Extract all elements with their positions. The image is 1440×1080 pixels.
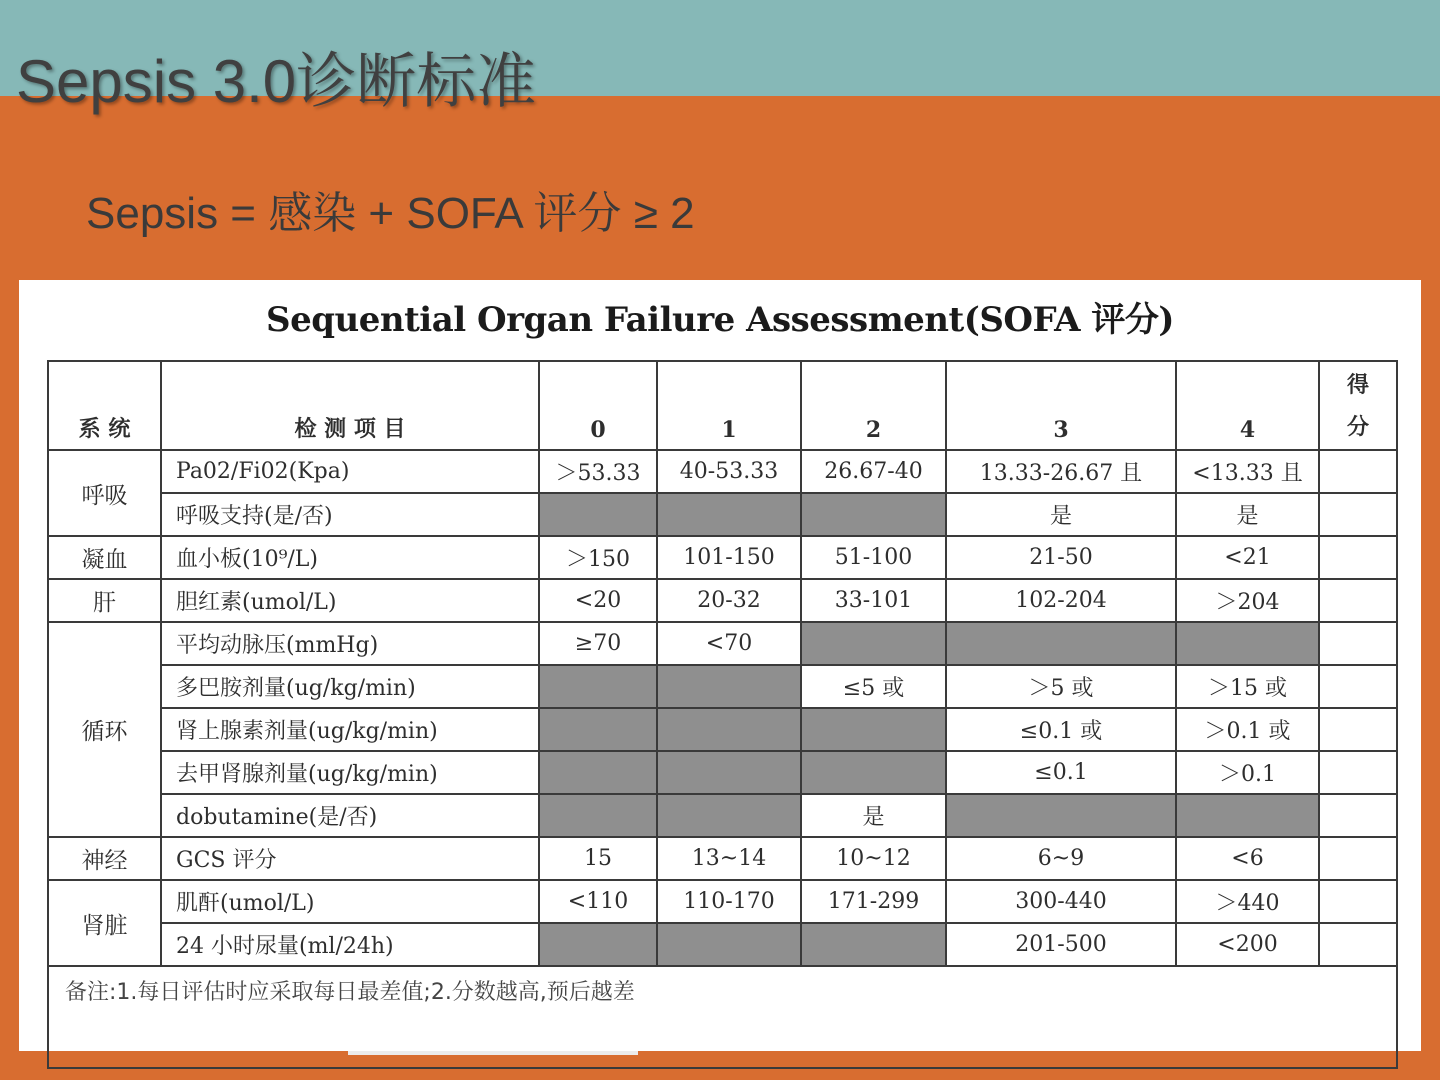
shaded-cell [801, 622, 946, 665]
score-4-cell: ＞440 [1176, 880, 1319, 923]
shaded-cell [1176, 794, 1319, 837]
score-1-cell: 13~14 [657, 837, 801, 880]
table-row [48, 880, 1397, 923]
score-4-cell: <13.33 且 [1176, 450, 1319, 493]
score-entry-cell [1319, 665, 1397, 708]
shaded-cell [657, 708, 801, 751]
header-score-3: 3 [946, 361, 1176, 450]
score-entry-cell [1319, 450, 1397, 493]
score-entry-cell [1319, 880, 1397, 923]
score-1-cell: <70 [657, 622, 801, 665]
item-cell: 肾上腺素剂量(ug/kg/min) [161, 708, 539, 751]
shaded-cell [539, 751, 657, 794]
score-2-cell: 是 [801, 794, 946, 837]
item-cell: 去甲肾腺剂量(ug/kg/min) [161, 751, 539, 794]
score-2-cell: 33-101 [801, 579, 946, 622]
item-cell: 肌酐(umol/L) [161, 880, 539, 923]
score-entry-cell [1319, 837, 1397, 880]
shaded-cell [946, 622, 1176, 665]
score-3-cell: 21-50 [946, 536, 1176, 579]
score-entry-cell [1319, 622, 1397, 665]
score-4-cell: <6 [1176, 837, 1319, 880]
score-entry-cell [1319, 794, 1397, 837]
table-row [48, 450, 1397, 493]
score-0-cell: <110 [539, 880, 657, 923]
table-body [48, 450, 1397, 966]
shaded-cell [801, 493, 946, 536]
shaded-cell [946, 794, 1176, 837]
table-row [48, 579, 1397, 622]
system-cell: 肾脏 [48, 880, 161, 966]
system-cell: 神经 [48, 837, 161, 880]
shaded-cell [539, 708, 657, 751]
score-3-cell: 13.33-26.67 且 [946, 450, 1176, 493]
header-score-column [1319, 361, 1397, 450]
table-row [48, 665, 1397, 708]
system-cell: 肝 [48, 579, 161, 622]
bottom-divider [348, 1051, 638, 1055]
sepsis-formula: Sepsis = 感染 + SOFA 评分 ≥ 2 [86, 189, 695, 238]
item-cell: 呼吸支持(是/否) [161, 493, 539, 536]
score-3-cell: 201-500 [946, 923, 1176, 966]
score-3-cell: ≤0.1 [946, 751, 1176, 794]
table-row [48, 837, 1397, 880]
score-4-cell: <21 [1176, 536, 1319, 579]
score-0-cell: <20 [539, 579, 657, 622]
item-cell: GCS 评分 [161, 837, 539, 880]
header-score-0: 0 [539, 361, 657, 450]
score-4-cell: ＞15 或 [1176, 665, 1319, 708]
score-0-cell: ＞150 [539, 536, 657, 579]
score-2-cell: 10~12 [801, 837, 946, 880]
score-3-cell: ＞5 或 [946, 665, 1176, 708]
shaded-cell [1176, 622, 1319, 665]
score-1-cell: 101-150 [657, 536, 801, 579]
score-3-cell: ≤0.1 或 [946, 708, 1176, 751]
shaded-cell [657, 794, 801, 837]
header-score-2: 2 [801, 361, 946, 450]
score-2-cell: 171-299 [801, 880, 946, 923]
note-row [48, 966, 1397, 1068]
score-4-cell: ＞204 [1176, 579, 1319, 622]
table-row [48, 923, 1397, 966]
table-row [48, 493, 1397, 536]
score-3-cell: 102-204 [946, 579, 1176, 622]
item-cell: 胆红素(umol/L) [161, 579, 539, 622]
system-cell: 凝血 [48, 536, 161, 579]
score-1-cell: 110-170 [657, 880, 801, 923]
score-4-cell: 是 [1176, 493, 1319, 536]
shaded-cell [657, 923, 801, 966]
table-row [48, 708, 1397, 751]
score-entry-cell [1319, 708, 1397, 751]
shaded-cell [657, 665, 801, 708]
shaded-cell [539, 665, 657, 708]
header-score-4: 4 [1176, 361, 1319, 450]
score-2-cell: 26.67-40 [801, 450, 946, 493]
item-cell: 24 小时尿量(ml/24h) [161, 923, 539, 966]
table-row [48, 622, 1397, 665]
score-3-cell: 是 [946, 493, 1176, 536]
score-4-cell: ＞0.1 或 [1176, 708, 1319, 751]
item-cell: 多巴胺剂量(ug/kg/min) [161, 665, 539, 708]
item-cell: 血小板(10⁹/L) [161, 536, 539, 579]
shaded-cell [801, 751, 946, 794]
system-cell: 呼吸 [48, 450, 161, 536]
system-cell: 循环 [48, 622, 161, 837]
score-0-cell: ＞53.33 [539, 450, 657, 493]
score-0-cell: ≥70 [539, 622, 657, 665]
header-system: 系 统 [48, 361, 161, 450]
score-1-cell: 40-53.33 [657, 450, 801, 493]
score-1-cell: 20-32 [657, 579, 801, 622]
header-score-column-char: 得 [1346, 371, 1369, 398]
header-item: 检 测 项 目 [161, 361, 539, 450]
shaded-cell [539, 493, 657, 536]
item-cell: 平均动脉压(mmHg) [161, 622, 539, 665]
item-cell: Pa02/Fi02(Kpa) [161, 450, 539, 493]
score-0-cell: 15 [539, 837, 657, 880]
table-row [48, 794, 1397, 837]
slide-title: Sepsis 3.0诊断标准 [16, 48, 537, 115]
score-2-cell: ≤5 或 [801, 665, 946, 708]
shaded-cell [657, 493, 801, 536]
score-entry-cell [1319, 923, 1397, 966]
score-entry-cell [1319, 493, 1397, 536]
score-4-cell: ＞0.1 [1176, 751, 1319, 794]
score-2-cell: 51-100 [801, 536, 946, 579]
shaded-cell [539, 794, 657, 837]
score-entry-cell [1319, 536, 1397, 579]
sofa-table-title: Sequential Organ Failure Assessment(SOFA 评分) [266, 300, 1174, 340]
table-row [48, 536, 1397, 579]
score-4-cell: <200 [1176, 923, 1319, 966]
shaded-cell [539, 923, 657, 966]
score-3-cell: 300-440 [946, 880, 1176, 923]
shaded-cell [801, 923, 946, 966]
shaded-cell [657, 751, 801, 794]
score-3-cell: 6~9 [946, 837, 1176, 880]
table-note: 备注:1.每日评估时应采取每日最差值;2.分数越高,预后越差 [48, 966, 1397, 1068]
sofa-table [47, 360, 1398, 1069]
shaded-cell [801, 708, 946, 751]
score-entry-cell [1319, 751, 1397, 794]
item-cell: dobutamine(是/否) [161, 794, 539, 837]
table-row [48, 751, 1397, 794]
score-entry-cell [1319, 579, 1397, 622]
header-score-1: 1 [657, 361, 801, 450]
table-header-row [48, 361, 1397, 450]
header-score-column-char: 分 [1346, 413, 1369, 440]
